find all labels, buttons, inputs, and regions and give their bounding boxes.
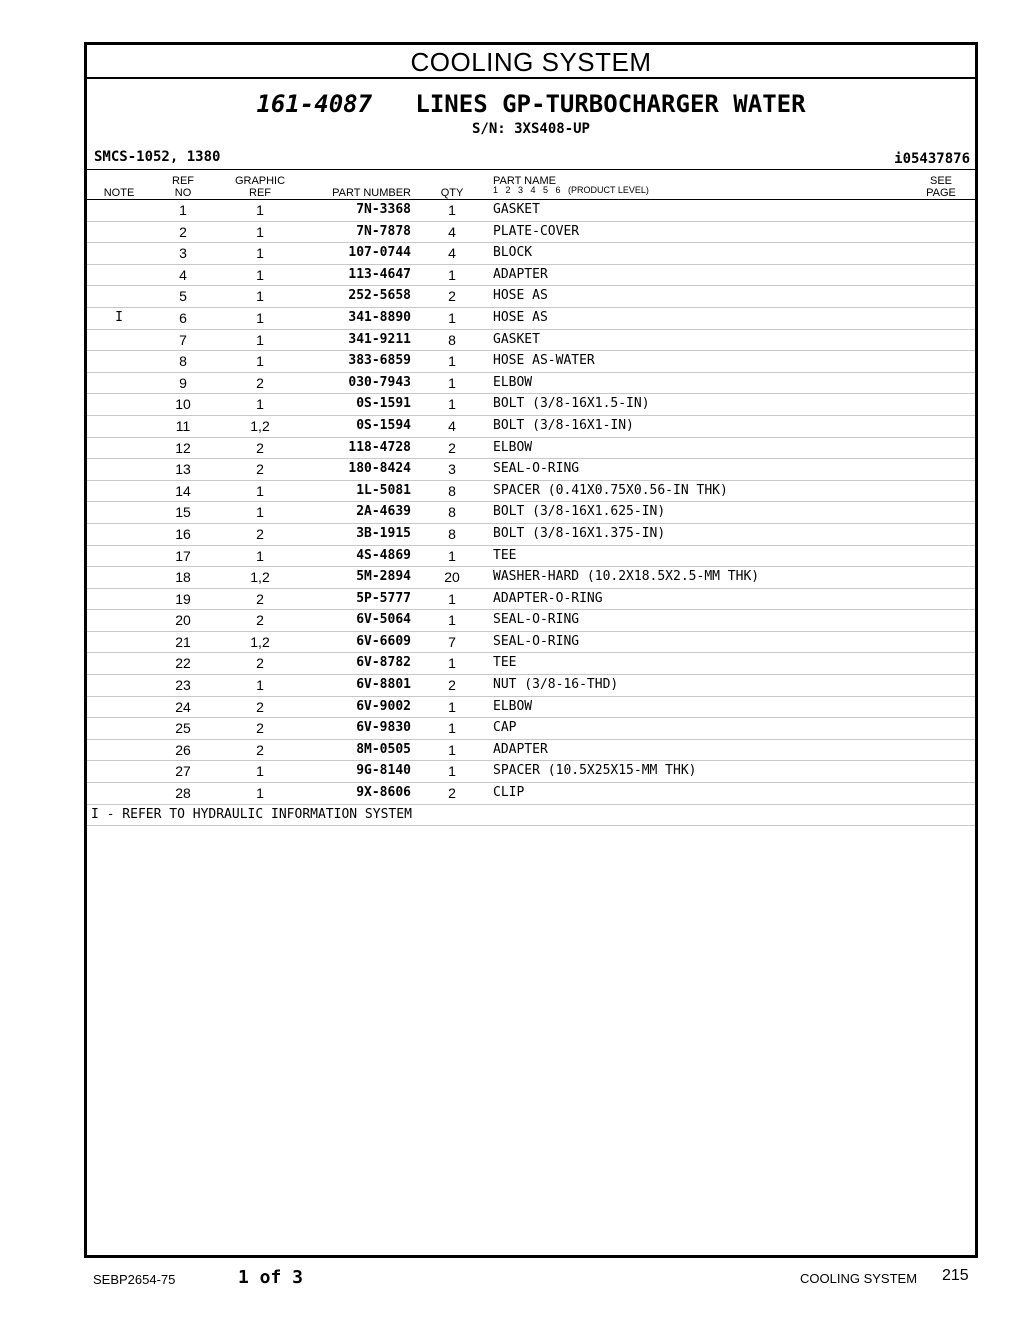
graphic-ref-cell: 1 <box>256 396 264 413</box>
table-row <box>87 481 975 503</box>
table-row <box>87 675 975 697</box>
part-number-cell: 0S-1594 <box>356 417 411 433</box>
note-cell: I <box>115 309 123 325</box>
table-row <box>87 265 975 287</box>
ref-no-cell: 23 <box>175 677 191 694</box>
group-part-name: LINES GP-TURBOCHARGER WATER <box>415 90 806 118</box>
qty-cell: 2 <box>448 785 456 802</box>
part-number-cell: 030-7943 <box>348 374 411 390</box>
qty-cell: 4 <box>448 245 456 262</box>
table-row <box>87 459 975 481</box>
part-number-cell: 6V-5064 <box>356 612 411 628</box>
group-part-number: 161-4087 <box>256 90 373 118</box>
ref-no-cell: 2 <box>179 223 187 240</box>
graphic-ref-cell: 1,2 <box>250 569 270 586</box>
qty-cell: 8 <box>448 482 456 499</box>
part-number-cell: 5P-5777 <box>356 590 411 606</box>
smcs-codes: SMCS-1052, 1380 <box>94 149 221 165</box>
col-graphic-ref <box>227 175 293 199</box>
ref-no-cell: 11 <box>175 417 191 434</box>
page-of: 1 of 3 <box>238 1267 304 1288</box>
ref-no-cell: 13 <box>175 461 191 478</box>
col-ref-line2: NO <box>174 187 192 199</box>
table-row <box>87 524 975 546</box>
table-row <box>87 589 975 611</box>
graphic-ref-cell: 1 <box>256 353 264 370</box>
part-name-cell: BOLT (3/8-16X1.5-IN) <box>493 396 650 412</box>
document-id: SEBP2654-75 <box>93 1272 176 1287</box>
ref-no-cell: 3 <box>179 245 187 262</box>
ref-no-cell: 25 <box>175 720 191 737</box>
qty-cell: 2 <box>448 439 456 456</box>
table-row <box>87 697 975 719</box>
table-row <box>87 199 975 222</box>
ref-no-cell: 20 <box>175 612 191 629</box>
ref-no-cell: 4 <box>179 266 187 283</box>
ref-no-cell: 8 <box>179 353 187 370</box>
illustration-id: i05437876 <box>894 151 970 167</box>
ref-no-cell: 12 <box>175 439 191 456</box>
part-number-cell: 5M-2894 <box>356 569 411 585</box>
serial-range: S/N: 3XS408-UP <box>471 121 590 137</box>
graphic-ref-cell: 2 <box>256 439 264 456</box>
graphic-ref-cell: 1 <box>256 288 264 305</box>
qty-cell: 1 <box>448 612 456 629</box>
col-ref-line1: REF <box>172 175 194 187</box>
table-row <box>87 243 975 265</box>
part-name-cell: SEAL-O-RING <box>493 612 580 628</box>
qty-cell: 8 <box>448 504 456 521</box>
col-see-page <box>913 175 969 199</box>
graphic-ref-cell: 2 <box>256 698 264 715</box>
graphic-ref-cell: 1 <box>256 202 264 218</box>
part-number-cell: 8M-0505 <box>356 741 411 757</box>
table-row <box>87 740 975 762</box>
part-name-cell: HOSE AS-WATER <box>493 353 595 369</box>
graphic-ref-cell: 1 <box>256 763 264 780</box>
graphic-ref-cell: 2 <box>256 741 264 758</box>
ref-no-cell: 6 <box>179 309 187 326</box>
graphic-ref-cell: 1 <box>256 547 264 564</box>
qty-cell: 8 <box>448 525 456 542</box>
table-row <box>87 330 975 352</box>
qty-cell: 1 <box>448 741 456 758</box>
ref-no-cell: 21 <box>175 633 191 650</box>
part-name-cell: TEE <box>493 655 517 671</box>
ref-no-cell: 7 <box>179 331 187 348</box>
ref-no-cell: 9 <box>179 374 187 391</box>
ref-no-cell: 24 <box>175 698 191 715</box>
qty-cell: 1 <box>448 396 456 413</box>
part-number-cell: 252-5658 <box>348 288 411 304</box>
part-name-cell: BOLT (3/8-16X1.625-IN) <box>493 504 666 520</box>
footnote-row <box>87 805 975 827</box>
qty-cell: 7 <box>448 633 456 650</box>
section-title: COOLING SYSTEM <box>87 45 975 79</box>
parts-table <box>87 199 975 826</box>
graphic-ref-cell: 1 <box>256 245 264 262</box>
graphic-ref-cell: 2 <box>256 720 264 737</box>
col-part-name: PART NAME <box>493 175 556 187</box>
qty-cell: 1 <box>448 763 456 780</box>
qty-cell: 3 <box>448 461 456 478</box>
part-number-cell: 107-0744 <box>348 245 411 261</box>
table-row <box>87 718 975 740</box>
graphic-ref-cell: 2 <box>256 612 264 629</box>
qty-cell: 1 <box>448 353 456 370</box>
qty-cell: 4 <box>448 417 456 434</box>
graphic-ref-cell: 2 <box>256 590 264 607</box>
part-name-cell: CAP <box>493 720 517 736</box>
part-name-cell: GASKET <box>493 202 540 217</box>
part-number-cell: 4S-4869 <box>356 547 411 563</box>
part-number-cell: 6V-8801 <box>356 677 411 693</box>
table-row <box>87 546 975 568</box>
part-number-cell: 9X-8606 <box>356 785 411 801</box>
ref-no-cell: 1 <box>179 202 187 218</box>
part-name-cell: HOSE AS <box>493 288 548 304</box>
graphic-ref-cell: 1,2 <box>250 633 270 650</box>
table-row <box>87 567 975 589</box>
part-name-cell: ELBOW <box>493 698 533 714</box>
col-part-number: PART NUMBER <box>332 187 411 199</box>
qty-cell: 1 <box>448 202 456 218</box>
graphic-ref-cell: 1 <box>256 482 264 499</box>
graphic-ref-cell: 2 <box>256 525 264 542</box>
parts-list-frame <box>84 42 978 1258</box>
part-name-cell: ADAPTER-O-RING <box>493 590 603 606</box>
ref-no-cell: 15 <box>175 504 191 521</box>
graphic-ref-cell: 1,2 <box>250 417 270 434</box>
part-name-cell: BLOCK <box>493 245 533 261</box>
col-see-line2: PAGE <box>926 187 956 199</box>
part-title <box>87 90 975 118</box>
qty-cell: 2 <box>448 288 456 305</box>
part-name-cell: PLATE-COVER <box>493 223 580 239</box>
table-row <box>87 653 975 675</box>
qty-cell: 1 <box>448 547 456 564</box>
graphic-ref-cell: 2 <box>256 655 264 672</box>
part-number-cell: 6V-9830 <box>356 720 411 736</box>
part-name-cell: SPACER (0.41X0.75X0.56-IN THK) <box>493 482 728 498</box>
col-note: NOTE <box>103 187 135 199</box>
part-number-cell: 6V-8782 <box>356 655 411 671</box>
col-graphic-line1: GRAPHIC <box>234 175 286 187</box>
part-number-cell: 7N-7878 <box>356 223 411 239</box>
ref-no-cell: 19 <box>175 590 191 607</box>
part-name-cell: ELBOW <box>493 439 533 455</box>
ref-no-cell: 28 <box>175 785 191 802</box>
graphic-ref-cell: 1 <box>256 331 264 348</box>
graphic-ref-cell: 1 <box>256 504 264 521</box>
part-number-cell: 7N-3368 <box>356 202 411 217</box>
part-number-cell: 0S-1591 <box>356 396 411 412</box>
graphic-ref-cell: 1 <box>256 309 264 326</box>
part-name-cell: CLIP <box>493 785 525 801</box>
qty-cell: 1 <box>448 720 456 737</box>
col-ref-no <box>165 175 201 199</box>
part-name-cell: WASHER-HARD (10.2X18.5X2.5-MM THK) <box>493 569 760 585</box>
graphic-ref-cell: 2 <box>256 374 264 391</box>
table-row <box>87 502 975 524</box>
qty-cell: 1 <box>448 655 456 672</box>
part-number-cell: 9G-8140 <box>356 763 411 779</box>
part-name-cell: TEE <box>493 547 517 563</box>
table-row <box>87 438 975 460</box>
qty-cell: 1 <box>448 590 456 607</box>
part-number-cell: 2A-4639 <box>356 504 411 520</box>
ref-no-cell: 5 <box>179 288 187 305</box>
qty-cell: 1 <box>448 309 456 326</box>
table-row <box>87 286 975 308</box>
part-number-cell: 3B-1915 <box>356 525 411 541</box>
page-number: 215 <box>942 1267 969 1284</box>
part-name-cell: SEAL-O-RING <box>493 633 580 649</box>
part-name-cell: ADAPTER <box>493 266 548 282</box>
part-name-cell: ADAPTER <box>493 741 548 757</box>
ref-no-cell: 17 <box>175 547 191 564</box>
part-name-cell: HOSE AS <box>493 309 548 325</box>
footer-section: COOLING SYSTEM <box>800 1271 918 1286</box>
qty-cell: 4 <box>448 223 456 240</box>
qty-cell: 1 <box>448 698 456 715</box>
part-name-cell: SPACER (10.5X25X15-MM THK) <box>493 763 697 779</box>
ref-no-cell: 18 <box>175 569 191 586</box>
part-number-cell: 341-8890 <box>348 309 411 325</box>
header-divider <box>87 169 975 170</box>
qty-cell: 1 <box>448 374 456 391</box>
part-name-cell: BOLT (3/8-16X1.375-IN) <box>493 525 666 541</box>
graphic-ref-cell: 1 <box>256 785 264 802</box>
table-row <box>87 416 975 438</box>
table-row <box>87 610 975 632</box>
part-number-cell: 118-4728 <box>348 439 411 455</box>
graphic-ref-cell: 1 <box>256 223 264 240</box>
ref-no-cell: 16 <box>175 525 191 542</box>
table-row <box>87 222 975 244</box>
col-see-line1: SEE <box>929 175 952 187</box>
qty-cell: 2 <box>448 677 456 694</box>
part-name-cell: BOLT (3/8-16X1-IN) <box>493 417 634 433</box>
part-number-cell: 341-9211 <box>348 331 411 347</box>
col-qty: QTY <box>440 187 464 199</box>
table-row <box>87 761 975 783</box>
graphic-ref-cell: 1 <box>256 677 264 694</box>
part-number-cell: 383-6859 <box>348 353 411 369</box>
part-number-cell: 6V-6609 <box>356 633 411 649</box>
ref-no-cell: 26 <box>175 741 191 758</box>
graphic-ref-cell: 1 <box>256 266 264 283</box>
table-row <box>87 632 975 654</box>
table-row <box>87 373 975 395</box>
table-row <box>87 394 975 416</box>
part-name-cell: ELBOW <box>493 374 533 390</box>
table-row <box>87 308 975 330</box>
part-number-cell: 180-8424 <box>348 461 411 477</box>
graphic-ref-cell: 2 <box>256 461 264 478</box>
ref-no-cell: 10 <box>175 396 191 413</box>
qty-cell: 1 <box>448 266 456 283</box>
ref-no-cell: 14 <box>175 482 191 499</box>
part-name-cell: SEAL-O-RING <box>493 461 580 477</box>
qty-cell: 8 <box>448 331 456 348</box>
part-number-cell: 1L-5081 <box>356 482 411 498</box>
table-row <box>87 351 975 373</box>
part-name-cell: GASKET <box>493 331 540 347</box>
part-name-cell: NUT (3/8-16-THD) <box>493 677 619 693</box>
col-graphic-line2: REF <box>249 187 271 199</box>
part-number-cell: 113-4647 <box>348 266 411 282</box>
ref-no-cell: 22 <box>175 655 191 672</box>
ref-no-cell: 27 <box>175 763 191 780</box>
col-product-levels: 1 2 3 4 5 6 (PRODUCT LEVEL) <box>493 185 649 195</box>
part-number-cell: 6V-9002 <box>356 698 411 714</box>
table-row <box>87 783 975 805</box>
footnote-text: I - REFER TO HYDRAULIC INFORMATION SYSTEM <box>91 806 412 822</box>
qty-cell: 20 <box>444 569 460 586</box>
